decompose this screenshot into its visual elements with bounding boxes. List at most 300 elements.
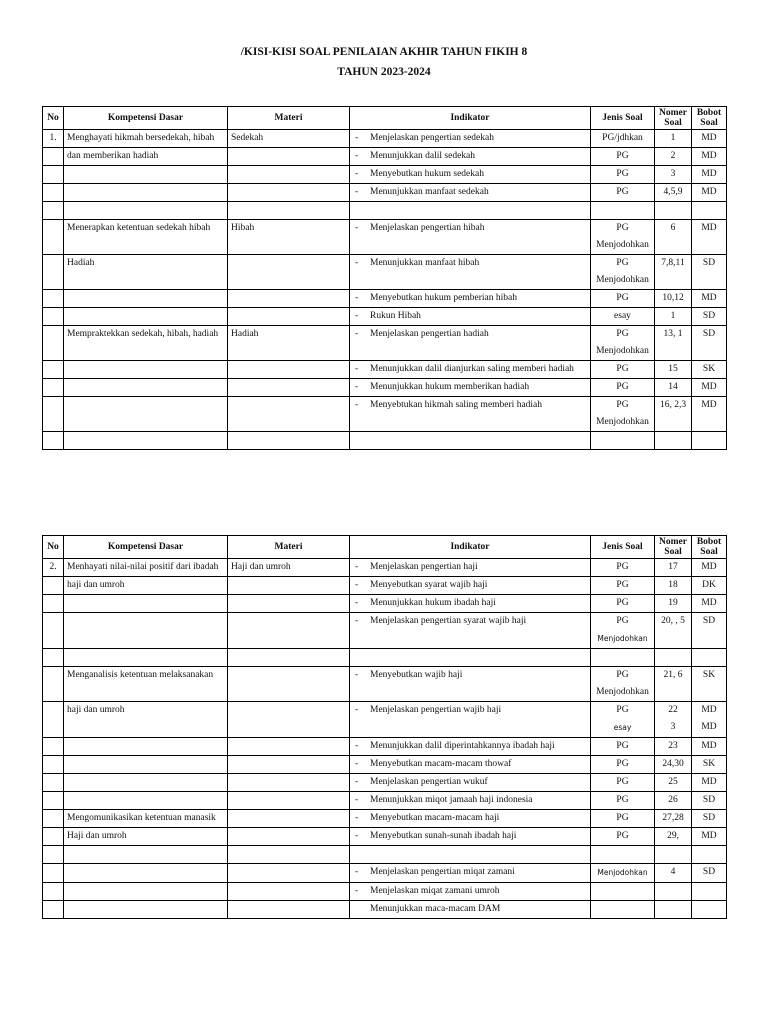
cell-nomer-soal [655, 774, 692, 792]
nomer-soal-text: 27,28 [662, 813, 684, 823]
cell-jenis-soal [591, 667, 655, 702]
indikator-text: Menyebutkan hukum sedekah [370, 169, 484, 179]
cell-indikator [350, 202, 591, 220]
nomer-soal-text: 13, 1 [663, 329, 683, 339]
cell-kompetensi-dasar [64, 702, 228, 738]
cell-materi [228, 326, 350, 361]
bobot-soal-text: SD [702, 329, 716, 339]
indikator-text: Menjelaskan pengertian sedekah [370, 133, 494, 143]
cell-jenis-soal [591, 577, 655, 595]
cell-materi [228, 774, 350, 792]
header-indikator: Indikator [350, 107, 591, 130]
cell-materi [228, 577, 350, 595]
header-nomer-soal: Nomer Soal [655, 107, 692, 130]
cell-no [43, 756, 64, 774]
cell-jenis-soal [591, 148, 655, 166]
jenis-soal-text: PG [616, 813, 629, 823]
cell-no [43, 148, 64, 166]
cell-kompetensi-dasar [64, 148, 228, 166]
cell-no [43, 397, 64, 432]
jenis-soal-text: PG [616, 741, 629, 751]
table-row [43, 308, 727, 326]
bullet-dash: - [355, 759, 359, 769]
cell-indikator [350, 166, 591, 184]
cell-no [43, 220, 64, 255]
cell-no [43, 379, 64, 397]
nomer-soal-text: 14 [668, 382, 678, 392]
bullet-dash: - [355, 598, 359, 608]
cell-bobot-soal [692, 361, 727, 379]
bullet-dash: - [355, 133, 359, 143]
cell-materi [228, 595, 350, 613]
header-bobot-soal: Bobot Soal [692, 536, 727, 559]
cell-nomer-soal [655, 595, 692, 613]
bobot-soal-text: MD [701, 562, 717, 572]
jenis-soal-text: PG [616, 795, 629, 805]
kisi-kisi-table-1 [42, 106, 727, 450]
cell-materi [228, 649, 350, 667]
bullet-dash: - [355, 400, 359, 410]
cell-bobot-soal [692, 756, 727, 774]
table-row [43, 326, 727, 361]
cell-jenis-soal [591, 649, 655, 667]
table-row [43, 667, 727, 702]
cell-bobot-soal [692, 738, 727, 756]
cell-no [43, 290, 64, 308]
materi-text: Hadiah [231, 329, 259, 339]
cell-kompetensi-dasar [64, 756, 228, 774]
table-row [43, 774, 727, 792]
nomer-soal-text: 18 [668, 580, 678, 590]
cell-bobot-soal [692, 220, 727, 255]
indikator-text: Menjelaskan pengertian syarat wajib haji [370, 616, 527, 626]
cell-jenis-soal [591, 290, 655, 308]
cell-materi [228, 379, 350, 397]
table-row [43, 130, 727, 148]
cell-bobot-soal [692, 308, 727, 326]
indikator-text: Menunjukkan dalil diperintahkannya ibadah haji [370, 741, 555, 751]
nomer-soal-text: 23 [668, 741, 678, 751]
cell-no [43, 846, 64, 864]
cell-materi [228, 308, 350, 326]
cell-kompetensi-dasar [64, 667, 228, 702]
cell-jenis-soal [591, 864, 655, 883]
bullet-dash: - [355, 867, 359, 877]
jenis-soal-text: Menjodohkan [597, 634, 648, 643]
cell-nomer-soal [655, 810, 692, 828]
cell-no [43, 864, 64, 883]
table-row [43, 202, 727, 220]
cell-indikator [350, 667, 591, 702]
cell-indikator [350, 220, 591, 255]
bobot-soal-text: SK [702, 670, 716, 680]
document-year: TAHUN 2023-2024 [337, 66, 431, 78]
bobot-soal-text: SD [702, 258, 716, 268]
cell-no [43, 308, 64, 326]
cell-materi [228, 864, 350, 883]
bobot-soal-text: SD [702, 867, 716, 877]
cell-bobot-soal [692, 184, 727, 202]
kompetensi-dasar-text: Menerapkan ketentuan sedekah hibah [67, 223, 211, 233]
bobot-soal-text: MD [701, 133, 717, 143]
table-row [43, 901, 727, 919]
cell-nomer-soal [655, 792, 692, 810]
cell-nomer-soal [655, 379, 692, 397]
kisi-kisi-table-2 [42, 535, 727, 919]
cell-materi [228, 702, 350, 738]
bullet-dash: - [355, 382, 359, 392]
table-row [43, 810, 727, 828]
kompetensi-dasar-text: Hadiah [67, 258, 95, 268]
bobot-soal-text: MD [701, 187, 717, 197]
materi-text: Hibah [231, 223, 255, 233]
cell-bobot-soal [692, 577, 727, 595]
cell-jenis-soal [591, 792, 655, 810]
bullet-dash: - [355, 329, 359, 339]
indikator-text: Menunjukkan dalil dianjurkan saling memberi hadiah [370, 364, 574, 374]
cell-kompetensi-dasar [64, 379, 228, 397]
cell-kompetensi-dasar [64, 846, 228, 864]
cell-kompetensi-dasar [64, 613, 228, 649]
cell-materi [228, 432, 350, 450]
cell-no [43, 184, 64, 202]
indikator-text: Menunjukkan hukum ibadah haji [370, 598, 496, 608]
cell-materi [228, 255, 350, 290]
cell-materi [228, 130, 350, 148]
cell-nomer-soal [655, 828, 692, 846]
indikator-text: Menunjukkan miqot jamaah haji indonesia [370, 795, 533, 805]
cell-nomer-soal [655, 738, 692, 756]
nomer-soal-text: 6 [670, 223, 676, 233]
table-row [43, 846, 727, 864]
cell-no [43, 130, 64, 148]
table-row [43, 379, 727, 397]
cell-materi [228, 559, 350, 577]
table-row [43, 828, 727, 846]
cell-kompetensi-dasar [64, 220, 228, 255]
jenis-soal-text: PG [616, 169, 629, 179]
jenis-soal-text: PG [616, 759, 629, 769]
cell-materi [228, 901, 350, 919]
cell-bobot-soal [692, 883, 727, 901]
cell-materi [228, 220, 350, 255]
cell-no [43, 810, 64, 828]
indikator-text: Menunjukkan hukum memberikan hadiah [370, 382, 530, 392]
table-row [43, 595, 727, 613]
cell-bobot-soal [692, 901, 727, 919]
bullet-dash: - [355, 670, 359, 680]
cell-jenis-soal [591, 774, 655, 792]
document-title: /KISI-KISI SOAL PENILAIAN AKHIR TAHUN FIKIH 8 [240, 46, 528, 58]
cell-nomer-soal [655, 220, 692, 255]
cell-no [43, 255, 64, 290]
nomer-soal-text: 10,12 [662, 293, 684, 303]
cell-indikator [350, 361, 591, 379]
cell-nomer-soal [655, 184, 692, 202]
cell-jenis-soal [591, 220, 655, 255]
cell-bobot-soal [692, 326, 727, 361]
cell-bobot-soal [692, 595, 727, 613]
indikator-text: Menunjukkan dalil sedekah [370, 151, 476, 161]
cell-indikator [350, 883, 591, 901]
header-bobot-soal: Bobot Soal [692, 107, 727, 130]
cell-indikator [350, 559, 591, 577]
table-1-body [43, 130, 727, 450]
kompetensi-dasar-text: Mengomunikasikan ketentuan manasik [67, 813, 216, 823]
table-row [43, 883, 727, 901]
table-row [43, 613, 727, 649]
table-header-row [43, 536, 727, 559]
cell-jenis-soal [591, 810, 655, 828]
bobot-soal-text: MD [701, 223, 717, 233]
cell-nomer-soal [655, 846, 692, 864]
cell-jenis-soal [591, 738, 655, 756]
kompetensi-dasar-text: Menganalisis ketentuan melaksanakan [67, 670, 214, 680]
bullet-dash: - [355, 831, 359, 841]
cell-nomer-soal [655, 649, 692, 667]
header-nomer-soal: Nomer Soal [655, 536, 692, 559]
table-row [43, 220, 727, 255]
nomer-soal-text: 15 [668, 364, 678, 374]
cell-indikator [350, 577, 591, 595]
cell-jenis-soal [591, 130, 655, 148]
cell-materi [228, 810, 350, 828]
cell-materi [228, 202, 350, 220]
cell-kompetensi-dasar [64, 883, 228, 901]
jenis-soal-text: Menjodohkan [596, 240, 649, 250]
row-number: 1. [49, 133, 57, 143]
jenis-soal-text: esay [613, 723, 632, 732]
cell-no [43, 901, 64, 919]
table-row [43, 290, 727, 308]
nomer-soal-text: 16, 2,3 [659, 400, 687, 410]
cell-materi [228, 166, 350, 184]
cell-bobot-soal [692, 810, 727, 828]
nomer-soal-text: 1 [670, 133, 676, 143]
cell-kompetensi-dasar [64, 649, 228, 667]
table-row [43, 397, 727, 432]
jenis-soal-text: PG [616, 562, 629, 572]
cell-kompetensi-dasar [64, 397, 228, 432]
cell-indikator [350, 702, 591, 738]
cell-jenis-soal [591, 559, 655, 577]
bullet-dash: - [355, 616, 359, 626]
cell-nomer-soal [655, 577, 692, 595]
cell-kompetensi-dasar [64, 290, 228, 308]
nomer-soal-text: 20, , 5 [661, 616, 685, 626]
jenis-soal-text: PG [616, 580, 629, 590]
cell-kompetensi-dasar [64, 361, 228, 379]
bobot-soal-text: MD [701, 741, 717, 751]
header-kompetensi-dasar: Kompetensi Dasar [64, 536, 228, 559]
jenis-soal-text: PG [616, 670, 629, 680]
bobot-soal-text: MD [701, 151, 717, 161]
cell-kompetensi-dasar [64, 901, 228, 919]
cell-materi [228, 361, 350, 379]
table-row [43, 577, 727, 595]
header-no: No [43, 536, 64, 559]
table-row [43, 649, 727, 667]
kompetensi-dasar-text: dan memberikan hadiah [67, 151, 159, 161]
table-row [43, 756, 727, 774]
cell-jenis-soal [591, 702, 655, 738]
cell-jenis-soal [591, 379, 655, 397]
cell-bobot-soal [692, 255, 727, 290]
cell-materi [228, 184, 350, 202]
bobot-soal-text: MD [701, 722, 717, 732]
cell-materi [228, 667, 350, 702]
cell-materi [228, 828, 350, 846]
cell-bobot-soal [692, 774, 727, 792]
bullet-dash: - [355, 258, 359, 268]
bullet-dash: - [355, 813, 359, 823]
table-row [43, 792, 727, 810]
cell-bobot-soal [692, 397, 727, 432]
cell-no [43, 883, 64, 901]
cell-bobot-soal [692, 166, 727, 184]
kompetensi-dasar-text: haji dan umroh [67, 705, 125, 715]
cell-jenis-soal [591, 613, 655, 649]
table-row [43, 864, 727, 883]
cell-no [43, 577, 64, 595]
cell-materi [228, 613, 350, 649]
bobot-soal-text: MD [701, 705, 717, 715]
jenis-soal-text: PG [616, 223, 629, 233]
header-no: No [43, 107, 64, 130]
bobot-soal-text: SD [702, 795, 716, 805]
table-row [43, 166, 727, 184]
bobot-soal-text: MD [701, 831, 717, 841]
cell-indikator [350, 595, 591, 613]
cell-no [43, 738, 64, 756]
cell-jenis-soal [591, 326, 655, 361]
header-indikator: Indikator [350, 536, 591, 559]
bobot-soal-text: MD [701, 382, 717, 392]
cell-kompetensi-dasar [64, 255, 228, 290]
table-row [43, 559, 727, 577]
cell-nomer-soal [655, 667, 692, 702]
table-header-row [43, 107, 727, 130]
bullet-dash: - [355, 705, 359, 715]
cell-no [43, 613, 64, 649]
cell-materi [228, 846, 350, 864]
cell-no [43, 202, 64, 220]
kompetensi-dasar-text: Haji dan umroh [67, 831, 127, 841]
jenis-soal-text: PG [616, 293, 629, 303]
cell-indikator [350, 308, 591, 326]
cell-nomer-soal [655, 148, 692, 166]
kompetensi-dasar-text: Mempraktekkan sedekah, hibah, hadiah [67, 329, 219, 339]
cell-indikator [350, 130, 591, 148]
cell-bobot-soal [692, 559, 727, 577]
header-jenis-soal: Jenis Soal [591, 536, 655, 559]
cell-nomer-soal [655, 397, 692, 432]
cell-nomer-soal [655, 756, 692, 774]
jenis-soal-text: PG [616, 258, 629, 268]
cell-kompetensi-dasar [64, 792, 228, 810]
bullet-dash: - [355, 293, 359, 303]
indikator-text: Menunjukkan maca-macam DAM [370, 904, 501, 914]
cell-nomer-soal [655, 432, 692, 450]
nomer-soal-text: 19 [668, 598, 678, 608]
cell-indikator [350, 649, 591, 667]
nomer-soal-text: 3 [670, 169, 676, 179]
cell-nomer-soal [655, 883, 692, 901]
nomer-soal-text: 26 [668, 795, 678, 805]
cell-no [43, 667, 64, 702]
bobot-soal-text: SK [702, 759, 716, 769]
nomer-soal-text: 4,5,9 [663, 187, 683, 197]
nomer-soal-text: 17 [668, 562, 678, 572]
indikator-text: Rukun Hibah [370, 311, 421, 321]
header-kompetensi-dasar: Kompetensi Dasar [64, 107, 228, 130]
cell-no [43, 361, 64, 379]
bullet-dash: - [355, 777, 359, 787]
cell-no [43, 432, 64, 450]
bullet-dash: - [355, 364, 359, 374]
kompetensi-dasar-text: haji dan umroh [67, 580, 125, 590]
cell-nomer-soal [655, 702, 692, 738]
cell-kompetensi-dasar [64, 326, 228, 361]
kompetensi-dasar-text: Menghayati hikmah bersedekah, hibah [67, 133, 215, 143]
cell-materi [228, 883, 350, 901]
cell-jenis-soal [591, 361, 655, 379]
cell-materi [228, 792, 350, 810]
cell-materi [228, 397, 350, 432]
cell-nomer-soal [655, 202, 692, 220]
cell-indikator [350, 397, 591, 432]
cell-nomer-soal [655, 290, 692, 308]
table-row [43, 361, 727, 379]
cell-jenis-soal [591, 166, 655, 184]
bullet-dash: - [355, 187, 359, 197]
cell-bobot-soal [692, 148, 727, 166]
cell-no [43, 595, 64, 613]
bobot-soal-text: SK [702, 364, 716, 374]
cell-no [43, 702, 64, 738]
cell-indikator [350, 326, 591, 361]
cell-nomer-soal [655, 308, 692, 326]
cell-kompetensi-dasar [64, 559, 228, 577]
nomer-soal-text: 25 [668, 777, 678, 787]
cell-bobot-soal [692, 613, 727, 649]
cell-bobot-soal [692, 702, 727, 738]
nomer-soal-text: 4 [670, 867, 676, 877]
cell-indikator [350, 290, 591, 308]
bobot-soal-text: SD [702, 813, 716, 823]
cell-jenis-soal [591, 308, 655, 326]
indikator-text: Menyebutkan hukum pemberian hibah [370, 293, 517, 303]
indikator-text: Menjelaskan pengertian wukuf [370, 777, 488, 787]
indikator-text: Menyebutkan macam-macam haji [370, 813, 500, 823]
cell-nomer-soal [655, 255, 692, 290]
cell-indikator [350, 613, 591, 649]
cell-indikator [350, 810, 591, 828]
cell-indikator [350, 792, 591, 810]
nomer-soal-text: 21, 6 [663, 670, 683, 680]
bobot-soal-text: DK [702, 580, 716, 590]
jenis-soal-text: PG [616, 329, 629, 339]
jenis-soal-text: PG [616, 382, 629, 392]
cell-bobot-soal [692, 290, 727, 308]
cell-nomer-soal [655, 901, 692, 919]
header-materi: Materi [228, 107, 350, 130]
cell-kompetensi-dasar [64, 202, 228, 220]
cell-jenis-soal [591, 828, 655, 846]
table-row [43, 432, 727, 450]
cell-no [43, 828, 64, 846]
cell-jenis-soal [591, 202, 655, 220]
